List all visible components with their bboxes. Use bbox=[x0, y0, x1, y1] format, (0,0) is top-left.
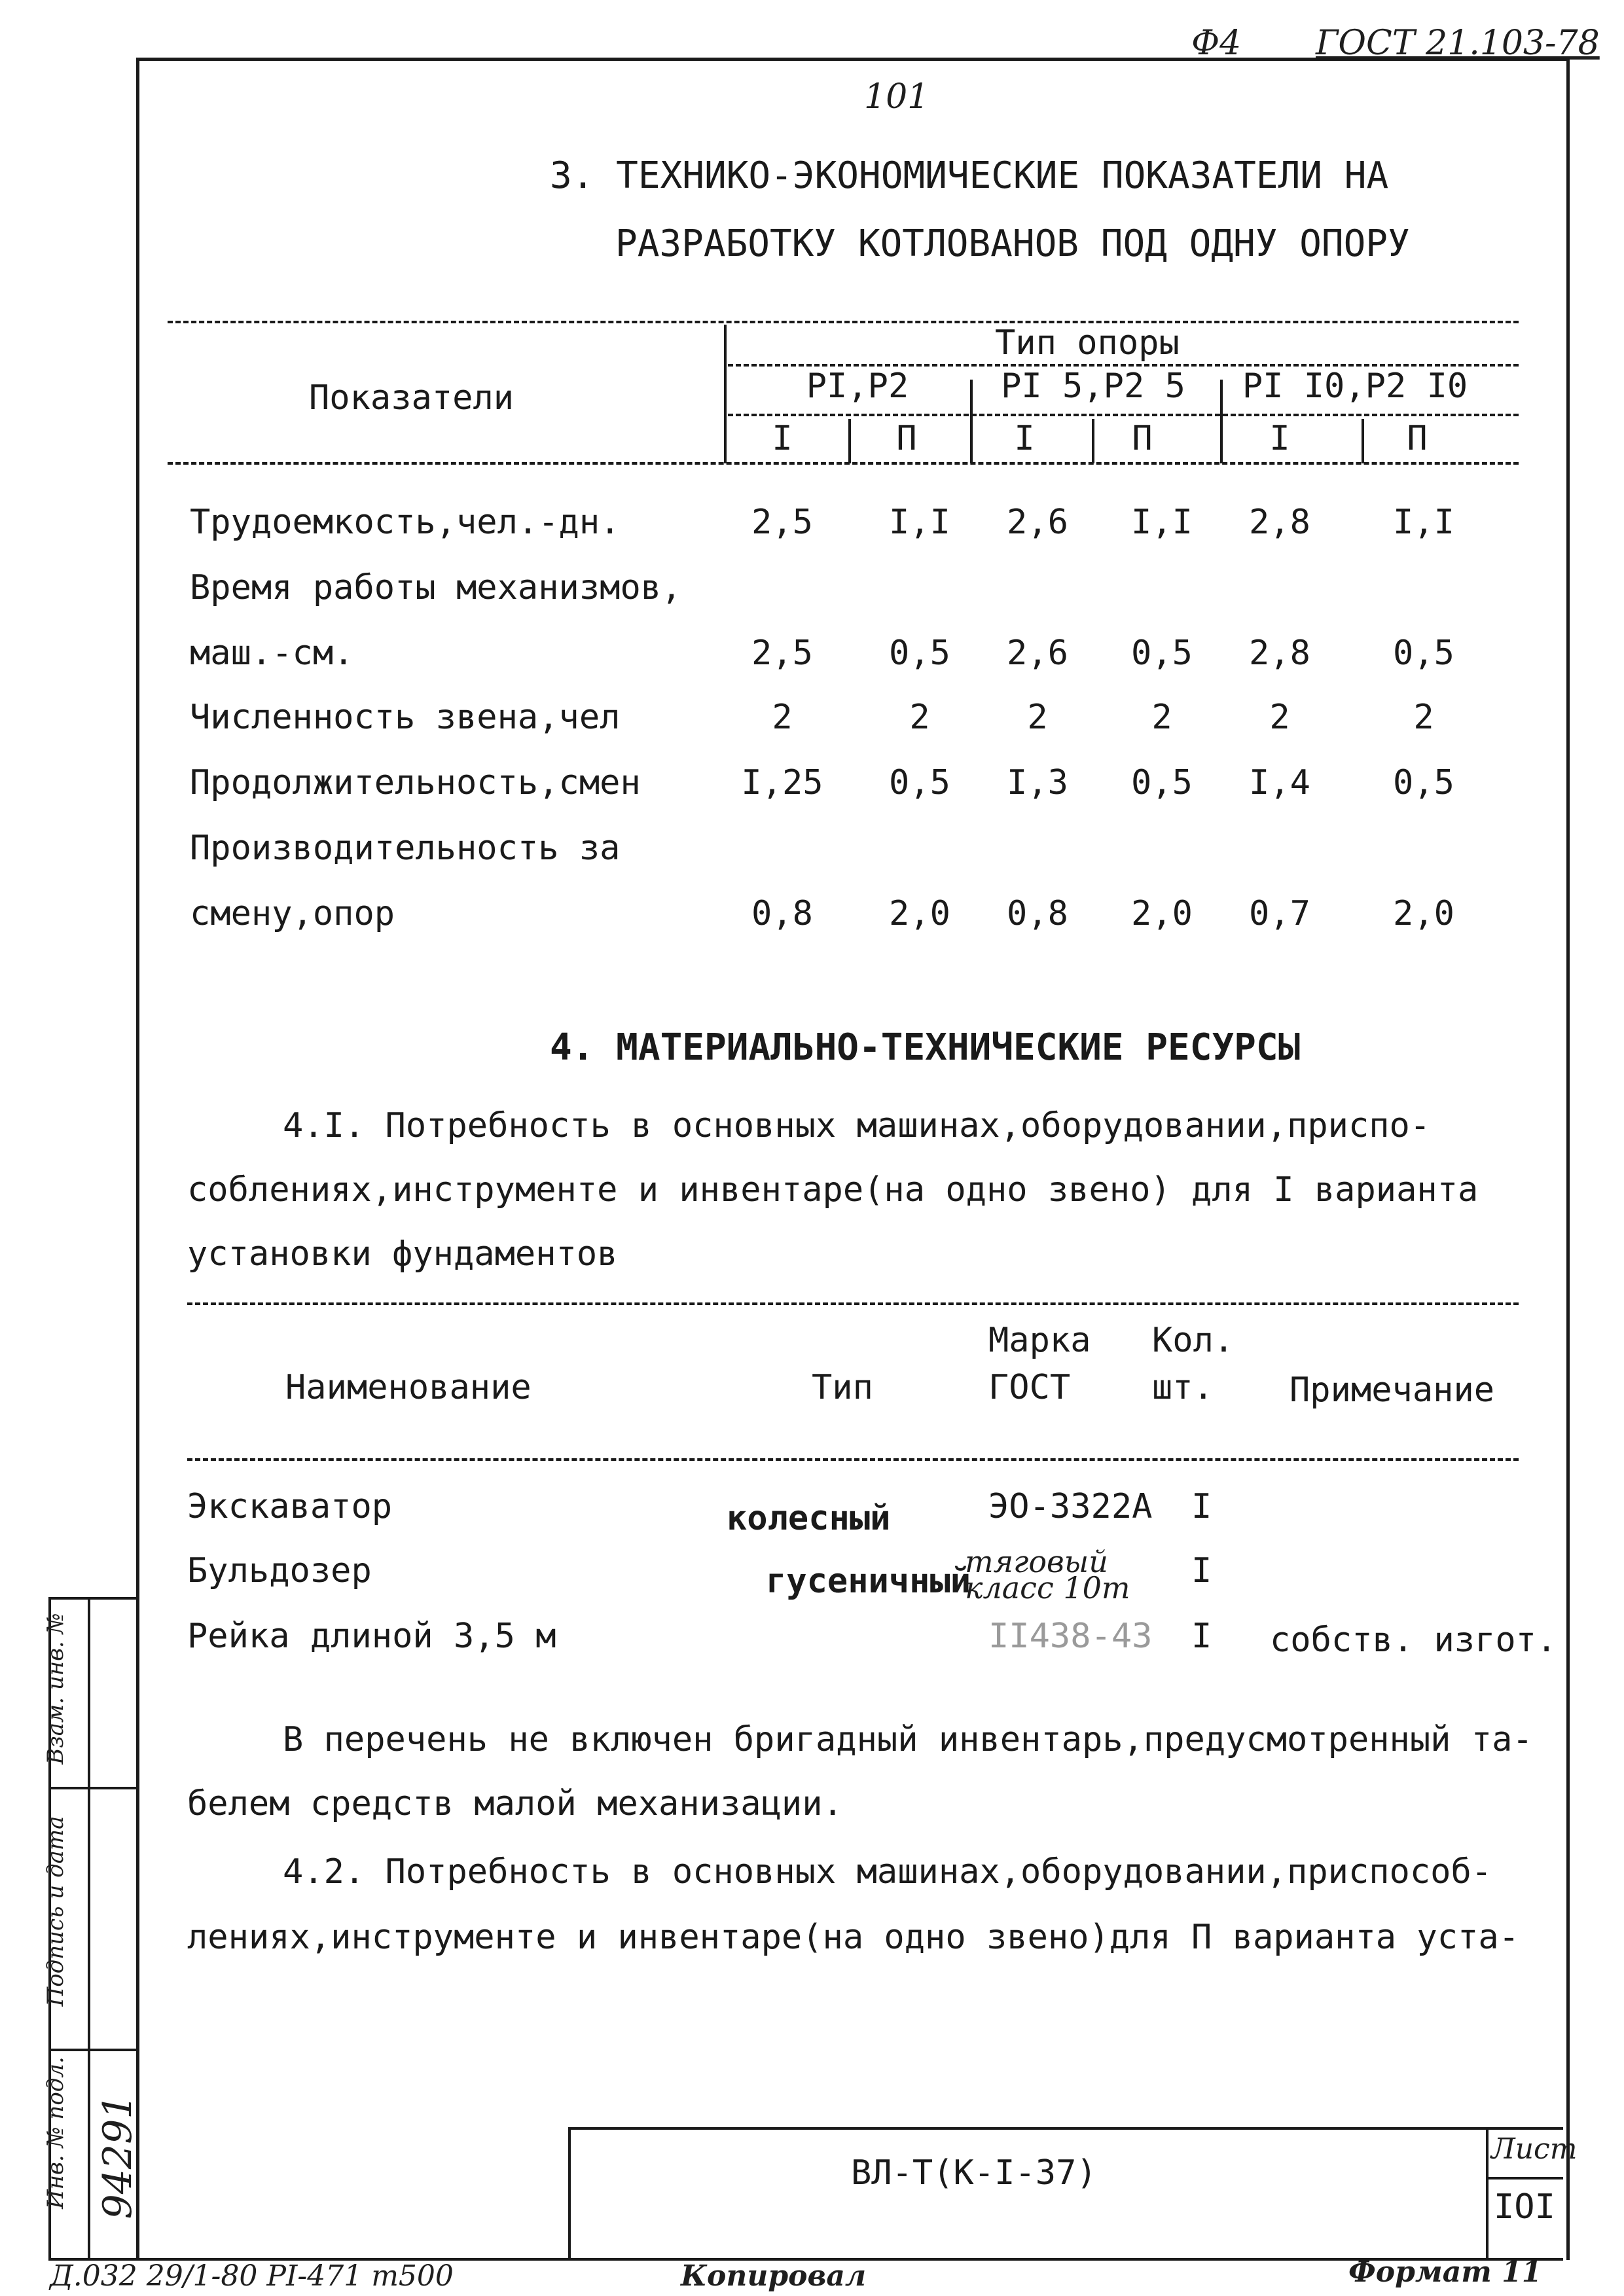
item-mark: II438-43 bbox=[988, 1617, 1153, 1656]
header-divider bbox=[724, 325, 727, 463]
table-cell: 2,8 bbox=[1249, 503, 1310, 542]
mark-header-line1: Марка bbox=[988, 1321, 1091, 1360]
side-label-signature-date: Подпись и дата bbox=[43, 1816, 69, 2007]
table-cell: 2,0 bbox=[889, 894, 950, 933]
item-type: колесный bbox=[727, 1499, 891, 1538]
group-divider-1 bbox=[970, 380, 973, 463]
table-cell: 0,5 bbox=[889, 634, 950, 673]
note-header: Примечание bbox=[1290, 1371, 1495, 1410]
section3-title-line1: 3. ТЕХНИКО-ЭКОНОМИЧЕСКИЕ ПОКАЗАТЕЛИ НА bbox=[550, 154, 1389, 197]
section3-title-line2: РАЗРАБОТКУ КОТЛОВАНОВ ПОД ОДНУ ОПОРУ bbox=[615, 223, 1410, 265]
item-mark: ЭО-3322А bbox=[988, 1487, 1153, 1526]
table-cell: 2,0 bbox=[1393, 894, 1454, 933]
paragraph-4-1-line: 4.I. Потребность в основных машинах,оборудовании,приспо- bbox=[283, 1106, 1431, 1145]
resources-header-rule bbox=[187, 1458, 1519, 1461]
side-label-replace-inv: Взам. инв. № bbox=[43, 1613, 69, 1765]
variant-divider-3 bbox=[1362, 419, 1364, 463]
table-cell: 2,8 bbox=[1249, 634, 1310, 673]
table-cell: 2,6 bbox=[1007, 634, 1068, 673]
title-block-top bbox=[568, 2127, 1563, 2130]
table-cell: 0,5 bbox=[1131, 763, 1193, 802]
note-line: белем средств малой механизации. bbox=[187, 1784, 843, 1823]
row-label: Трудоемкость,чел.-дн. bbox=[190, 503, 621, 542]
side-stamp-line-mid bbox=[88, 1597, 90, 2258]
variant-header-1: I bbox=[772, 419, 793, 458]
group-header-1: PI,P2 bbox=[806, 367, 909, 406]
qty-header-line1: Кол. bbox=[1152, 1321, 1235, 1360]
table-cell: 2,6 bbox=[1007, 503, 1068, 542]
paragraph-4-1-line: соблениях,инструменте и инвентаре(на одно звено) для I варианта bbox=[187, 1170, 1479, 1210]
table-cell: I,I bbox=[1131, 503, 1193, 542]
item-qty: I bbox=[1191, 1551, 1212, 1590]
paragraph-4-2-line: 4.2. Потребность в основных машинах,оборудовании,приспособ- bbox=[283, 1852, 1492, 1892]
header-bottom-rule bbox=[168, 462, 1519, 465]
item-name: Экскаватор bbox=[187, 1487, 393, 1526]
title-block-left bbox=[568, 2127, 571, 2258]
table-cell: 2 bbox=[1151, 698, 1172, 737]
row-label: Численность звена,чел bbox=[190, 698, 621, 737]
table-cell: 2 bbox=[1413, 698, 1434, 737]
table-cell: I,25 bbox=[741, 763, 823, 802]
table-cell: 0,5 bbox=[1131, 634, 1193, 673]
item-mark: тяговый класс 10т bbox=[965, 1544, 1130, 1605]
side-stamp-rule bbox=[48, 2049, 136, 2051]
table-cell: 0,5 bbox=[1393, 634, 1454, 673]
section4-title: 4. МАТЕРИАЛЬНО-ТЕХНИЧЕСКИЕ РЕСУРСЫ bbox=[550, 1026, 1301, 1069]
variant-header-6: П bbox=[1407, 419, 1428, 458]
table-cell: 0,5 bbox=[1393, 763, 1454, 802]
row-label: Продолжительность,смен bbox=[190, 763, 641, 802]
group-divider-2 bbox=[1220, 380, 1223, 463]
side-stamp-rule bbox=[48, 1597, 136, 1600]
table-cell: I,4 bbox=[1249, 763, 1310, 802]
document-code: ВЛ-Т(К-I-37) bbox=[851, 2153, 1097, 2193]
table-cell: I,I bbox=[1393, 503, 1454, 542]
bottom-left-code: Д.032 29/1-80 PI-471 т500 bbox=[50, 2259, 454, 2293]
variant-header-4: П bbox=[1132, 419, 1153, 458]
variant-header-5: I bbox=[1269, 419, 1290, 458]
row-label: смену,опор bbox=[190, 894, 395, 933]
paragraph-4-2-line: лениях,инструменте и инвентаре(на одно звено)для П варианта уста- bbox=[187, 1918, 1519, 1957]
table-cell: 0,8 bbox=[1007, 894, 1068, 933]
group-header-2: PI 5,P2 5 bbox=[1001, 367, 1185, 406]
table-cell: 2,0 bbox=[1131, 894, 1193, 933]
row-label: Производительность за bbox=[190, 829, 621, 868]
paragraph-4-1-line: установки фундаментов bbox=[187, 1234, 618, 1274]
group-header-3: PI I0,P2 I0 bbox=[1242, 367, 1468, 406]
table-cell: 0,7 bbox=[1249, 894, 1310, 933]
standard-code: ГОСТ 21.103-78 bbox=[1316, 24, 1600, 63]
sheet-code: Ф4 bbox=[1191, 24, 1242, 63]
item-name: Бульдозер bbox=[187, 1551, 372, 1590]
type-header: Тип bbox=[812, 1368, 873, 1407]
variant-header-3: I bbox=[1014, 419, 1035, 458]
title-block-sheet-rule bbox=[1486, 2177, 1563, 2179]
side-label-original-inv: Инв. № подл. bbox=[43, 2056, 69, 2209]
table-cell: 2,5 bbox=[751, 503, 813, 542]
copied-by-label: Копировал bbox=[681, 2259, 867, 2293]
table-cell: 2,5 bbox=[751, 634, 813, 673]
mark-header-line2: ГОСТ bbox=[988, 1368, 1071, 1407]
table-cell: 2 bbox=[1269, 698, 1290, 737]
sheet-number: IOI bbox=[1494, 2187, 1555, 2227]
item-qty: I bbox=[1191, 1617, 1212, 1656]
variant-divider-1 bbox=[848, 419, 851, 463]
row-label: маш.-см. bbox=[190, 634, 354, 673]
side-inv-number: 94291 bbox=[95, 2094, 141, 2219]
item-note: собств. изгот. bbox=[1270, 1621, 1557, 1660]
title-block-sheet-divider bbox=[1486, 2127, 1489, 2258]
item-name: Рейка длиной 3,5 м bbox=[187, 1617, 556, 1656]
indicators-header: Показатели bbox=[309, 378, 514, 418]
item-type: гусеничный bbox=[766, 1562, 971, 1601]
variant-divider-2 bbox=[1092, 419, 1094, 463]
table-cell: 0,8 bbox=[751, 894, 813, 933]
row-label: Время работы механизмов, bbox=[190, 568, 682, 607]
variant-header-2: П bbox=[896, 419, 917, 458]
side-stamp-rule bbox=[48, 1787, 136, 1789]
note-line: В перечень не включен бригадный инвентарь,предусмотренный та- bbox=[283, 1720, 1533, 1759]
table-cell: I,I bbox=[889, 503, 950, 542]
resources-top-rule bbox=[187, 1302, 1519, 1305]
name-header: Наименование bbox=[285, 1368, 532, 1407]
groups-rule bbox=[728, 414, 1519, 416]
support-type-header: Тип опоры bbox=[995, 323, 1180, 363]
table-cell: 2 bbox=[909, 698, 930, 737]
table-cell: 2 bbox=[1027, 698, 1048, 737]
table-cell: 2 bbox=[772, 698, 793, 737]
sheet-label: Лист bbox=[1491, 2132, 1578, 2166]
table-cell: I,3 bbox=[1007, 763, 1068, 802]
table-top-rule bbox=[168, 321, 1519, 323]
qty-header-line2: шт. bbox=[1152, 1368, 1214, 1407]
table-cell: 0,5 bbox=[889, 763, 950, 802]
item-qty: I bbox=[1191, 1487, 1212, 1526]
handwritten-page-number: 101 bbox=[864, 77, 929, 117]
format-label: Формат 11 bbox=[1348, 2255, 1542, 2289]
